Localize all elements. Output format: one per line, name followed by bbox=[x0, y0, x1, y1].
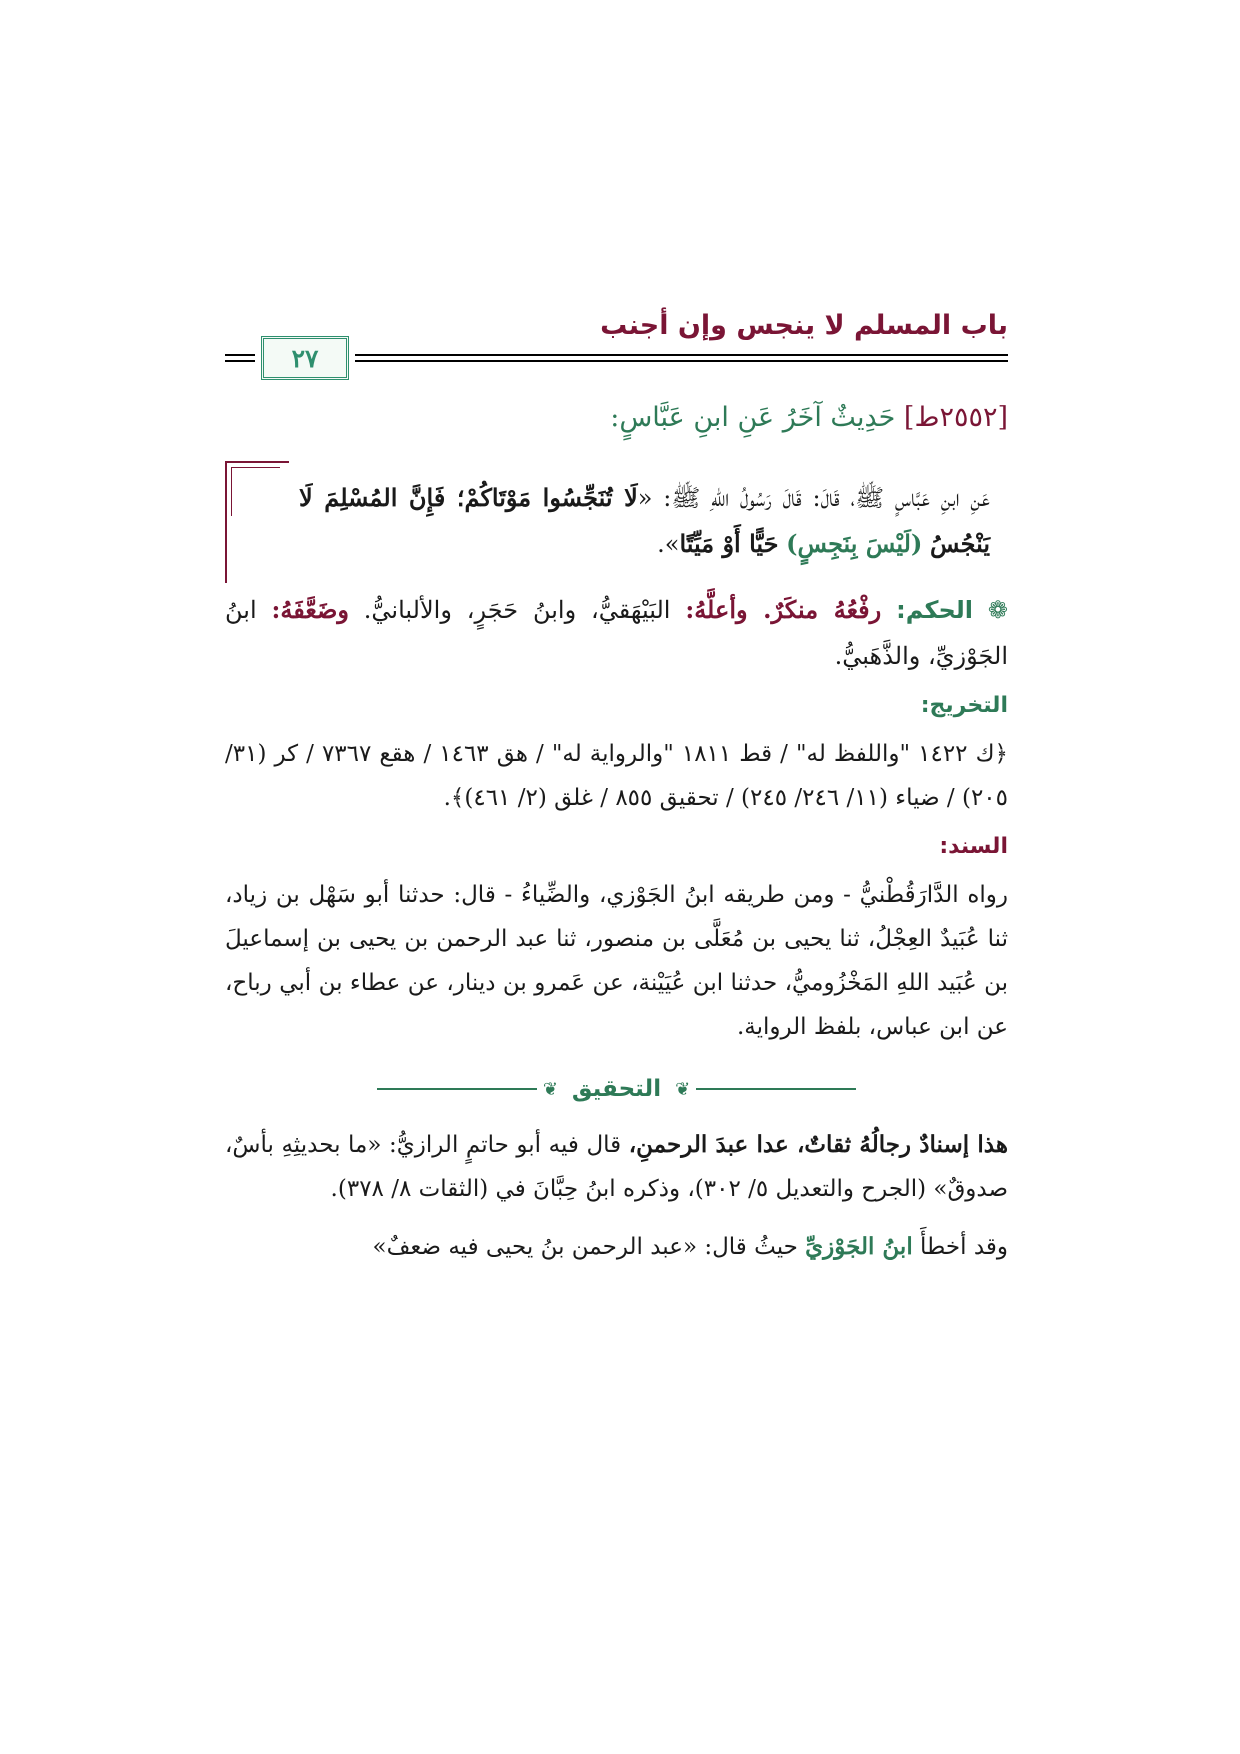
corner-ornament bbox=[225, 461, 289, 525]
page-number: ٢٧ bbox=[291, 343, 319, 373]
matn-box bbox=[225, 461, 1008, 567]
matn-end: ». bbox=[657, 530, 680, 558]
flower-icon: ❁ bbox=[987, 596, 1008, 624]
ruling-part3: وضَعَّفَهُ: bbox=[271, 595, 349, 624]
divider-line bbox=[377, 1088, 537, 1090]
page-header bbox=[225, 300, 1008, 380]
takhrij-heading: التخريج: bbox=[920, 693, 1008, 718]
tahqiq-rest: قال فيه أبو حاتمٍ الرازيُّ: «ما بحديثِهِ بأسٌ، صدوقٌ» (الجرح والتعديل ٥/ ٣٠٢)، وذكره ابنُ حِبَّانَ في (الثقات ٨/ ٣٧٨). bbox=[225, 1132, 1008, 1202]
sanad-text: رواه الدَّارَقُطْنيُّ - ومن طريقه ابنُ الجَوْزي، والضِّياءُ - قال: حدثنا أبو سَهْل بن زياد، ثنا عُبَيدٌ العِجْلُ، ثنا يحيى بن مُعَلَّى بن منصور، ثنا عبد الرحمن بن يحيى بن إسماعيلَ بن عُبَيد اللهِ المَخْزُوميُّ، حدثنا ابن عُيَيْنة، عن عَمرو بن دينار، عن عطاء بن أبي رباح، عن ابن عباس، بلفظ الرواية. bbox=[225, 882, 1008, 1040]
takhrij-text: ﴿ك ١٤٢٢ "واللفظ له" / قط ١٨١١ "والرواية له" / هق ١٤٦٣ / هقع ٧٣٦٧ / كر (٣١/ ٢٠٥) / ضياء (١١/ ٢٤٦/ ٢٤٥) / تحقيق ٨٥٥ / غلق (٢/ ٤٦١)﴾. bbox=[225, 741, 1009, 811]
page-number-badge bbox=[261, 336, 349, 380]
matn-quote-b: حَيًّا أَوْ مَيِّتًا bbox=[679, 529, 779, 558]
matn-quote-a: لَا تُنَجِّسُوا مَوْتَاكُمْ؛ فَإِنَّ المُسْلِمَ لَا يَنْجُسُ bbox=[299, 483, 990, 558]
tahqiq-bold: هذا إسنادٌ رجالُهُ ثقاتٌ، عدا عبدَ الرحمنِ، bbox=[628, 1131, 1009, 1158]
ornament-icon: ❦ bbox=[542, 1078, 558, 1100]
tahqiq-paragraph-1 bbox=[225, 1123, 1008, 1211]
tahqiq-paragraph-2 bbox=[225, 1225, 1008, 1269]
hadith-title bbox=[225, 402, 1008, 433]
ruling-label: الحكم: bbox=[896, 596, 974, 624]
ruling-part4: ابنُ الجَوْزيِّ، والذَّهَبيُّ. bbox=[225, 596, 1008, 670]
ruling-part2: البَيْهَقيُّ، وابنُ حَجَرٍ، والألبانيُّ. bbox=[363, 596, 671, 624]
corner-bar bbox=[225, 521, 227, 583]
hadith-title-text: حَدِيثٌ آخَرُ عَنِ ابنِ عَبَّاسٍ: bbox=[610, 402, 896, 433]
running-title: باب المسلم لا ينجس وإن أجنب bbox=[600, 310, 1008, 341]
ornament-icon: ❦ bbox=[675, 1078, 691, 1100]
tahqiq-divider bbox=[225, 1069, 1008, 1109]
hadith-number: [٢٥٥٢ط] bbox=[903, 402, 1008, 433]
page bbox=[225, 300, 1008, 1269]
matn-intro: عَنِ ابنِ عَبَّاسٍ ﷺ، قَالَ: قَالَ رَسُولُ اللهِ ﷺ: « bbox=[637, 484, 990, 512]
hadith-matn bbox=[299, 475, 990, 567]
matn-variant: (لَيْسَ بِنَجِسٍ) bbox=[786, 529, 923, 558]
header-rule bbox=[355, 354, 1008, 362]
header-rule-end bbox=[225, 354, 255, 362]
ruling bbox=[225, 587, 1008, 679]
tahqiq-p2-b: حيثُ قال: «عبد الرحمن بنُ يحيى فيه ضعفٌ» bbox=[372, 1234, 798, 1260]
sanad-heading: السند: bbox=[939, 834, 1008, 859]
tahqiq-heading: التحقيق bbox=[571, 1076, 662, 1102]
tahqiq-p2-a: وقد أخطأَ bbox=[920, 1234, 1008, 1260]
divider-line bbox=[696, 1088, 856, 1090]
tahqiq-p2-name: ابنُ الجَوْزيِّ bbox=[805, 1233, 913, 1260]
ruling-part1: رفْعُهُ منكَرٌ. وأعلَّهُ: bbox=[685, 595, 882, 624]
